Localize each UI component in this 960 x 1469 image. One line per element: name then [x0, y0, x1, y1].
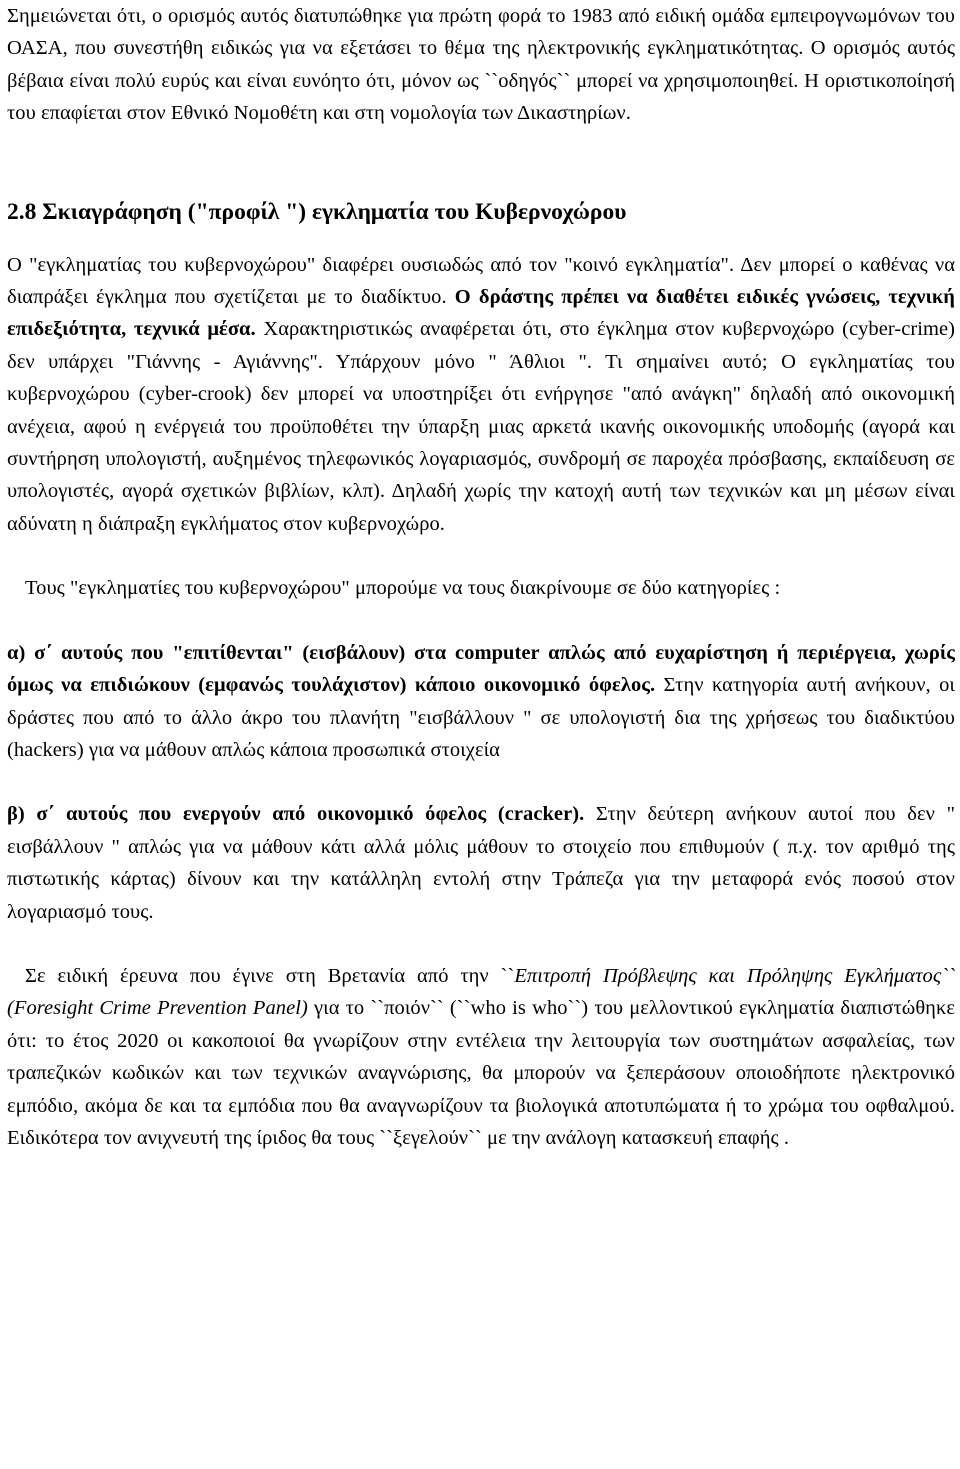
paragraph-text: Σε ειδική έρευνα που έγινε στη Βρετανία από την `` [25, 964, 515, 987]
bold-text: α) σ΄ αυτούς που "επιτίθενται" (εισβάλουν) στα computer απλώς από ευχαρίστηση ή περιέργεια, χωρίς όμως να επιδιώκουν (εμφανώς τουλάχιστον) κάποιο οικονομικό όφελος. [7, 641, 955, 697]
document-page [7, 0, 955, 1154]
bold-text: β) σ΄ αυτούς που ενεργούν από οικονομικό όφελος (cracker). [7, 803, 585, 826]
paragraph-category-b [7, 798, 955, 928]
paragraph-definition-note [7, 0, 955, 130]
paragraph-text: Σημειώνεται ότι, ο ορισμός αυτός διατυπώθηκε για πρώτη φορά το 1983 από ειδική ομάδα εμπειρογνωμόνων του ΟΑΣΑ, που συνεστήθη ειδικώς για να εξετάσει το θέμα της ηλεκτρονικής εγκληματικότητας. Ο ορισμός αυτός βέβαια είναι πολύ ευρύς και είναι ευνόητο ότι, μόνον ως ``οδηγός`` μπορεί να χρησιμοποιηθεί. Η οριστικοποίησή του επαφίεται στον Εθνικό Νομοθέτη και στη νομολογία των Δικαστηρίων. [7, 5, 955, 125]
paragraph-category-a [7, 637, 955, 767]
section-heading: 2.8 Σκιαγράφηση ("προφίλ ") εγκληματία του Κυβερνοχώρου [7, 198, 627, 225]
paragraph-text: Τους "εγκληματίες του κυβερνοχώρου" μπορούμε να τους διακρίνουμε σε δύο κατηγορίες : [25, 577, 781, 600]
paragraph-text: Στην κατηγορία αυτή ανήκουν, οι δράστες που από το άλλο άκρο του πλανήτη "εισβάλλουν " σε υπολογιστή δια της χρήσεως του διαδικτύου (hackers) για να μάθουν απλώς κάποια προσωπικά στοιχεία [7, 674, 955, 761]
paragraph-criminal-profile [7, 249, 955, 541]
paragraph-text: για το ``ποιόν`` (``who is who``) του μελλοντικού εγκληματία διαπιστώθηκε ότι: το έτος 2020 οι κακοποιοί θα γνωρίζουν στην εντέλεια την λειτουργία των συστημάτων ασφαλείας, των τραπεζικών κωδικών και των τεχνικών αναγνώρισης, θα μπορούν να ξεπεράσουν οποιοδήποτε ηλεκτρονικό εμπόδιο, ακόμα δε και τα εμπόδια που θα αναγνωρίζουν τα βιολογικά αποτυπώματα ή το χρώμα του οφθαλμού. Ειδικότερα τον ανιχνευτή της ίριδος θα τους ``ξεγελούν`` με την ανάλογη κατασκευή επαφής . [7, 997, 955, 1149]
paragraph-text: Χαρακτηριστικώς αναφέρεται ότι, στο έγκλημα στον κυβερνοχώρο (cyber-crime) δεν υπάρχει "Γιάννης - Αγιάννης". Υπάρχουν μόνο " Άθλιοι ". Τι σημαίνει αυτό; Ο εγκληματίας του κυβερνοχώρου (cyber-crook) δεν μπορεί να υποστηρίξει ότι ενήργησε "από ανάγκη" δηλαδή από οικονομική ανέχεια, αφού η ενέργειά του προϋποθέτει την ύπαρξη μιας αρκετά ικανής οικονομικής υποδομής (αγορά και συντήρηση υπολογιστή, αυξημένος τηλεφωνικός λογαριασμός, συνδρομή σε παροχέα πρόσβασης, εκπαίδευση σε υπολογιστές, αγορά σχετικών βιβλίων, κλπ). Δηλαδή χωρίς την κατοχή αυτή των τεχνικών και μη μέσων είναι αδύνατη η διάπραξη εγκλήματος στον κυβερνοχώρο. [7, 318, 956, 535]
italic-text: Επιτροπή Πρόβλεψης και Πρόληψης Εγκλήματος`` (Foresight Crime Prevention Panel) [7, 964, 955, 1020]
paragraph-text: Στην δεύτερη ανήκουν αυτοί που δεν " εισβάλλουν " απλώς για να μάθουν κάτι αλλά μόλις μάθουν το στοιχείο που επιθυμούν ( π.χ. τον αριθμό της πιστωτικής κάρτας) δίνουν και την κατάλληλη εντολή στην Τράπεζα για την μεταφορά ενός ποσού στον λογαριασμό τους. [7, 803, 955, 923]
paragraph-text: Ο "εγκληματίας του κυβερνοχώρου" διαφέρει ουσιωδώς από τον "κοινό εγκληματία". Δεν μπορεί ο καθένας να διαπράξει έγκλημα που σχετίζεται με το διαδίκτυο. [7, 253, 955, 309]
paragraph-uk-research [7, 960, 955, 1154]
paragraph-categories-intro [7, 572, 955, 604]
bold-text: Ο δράστης πρέπει να διαθέτει ειδικές γνώσεις, τεχνική επιδεξιότητα, τεχνικά μέσα. [7, 286, 955, 341]
